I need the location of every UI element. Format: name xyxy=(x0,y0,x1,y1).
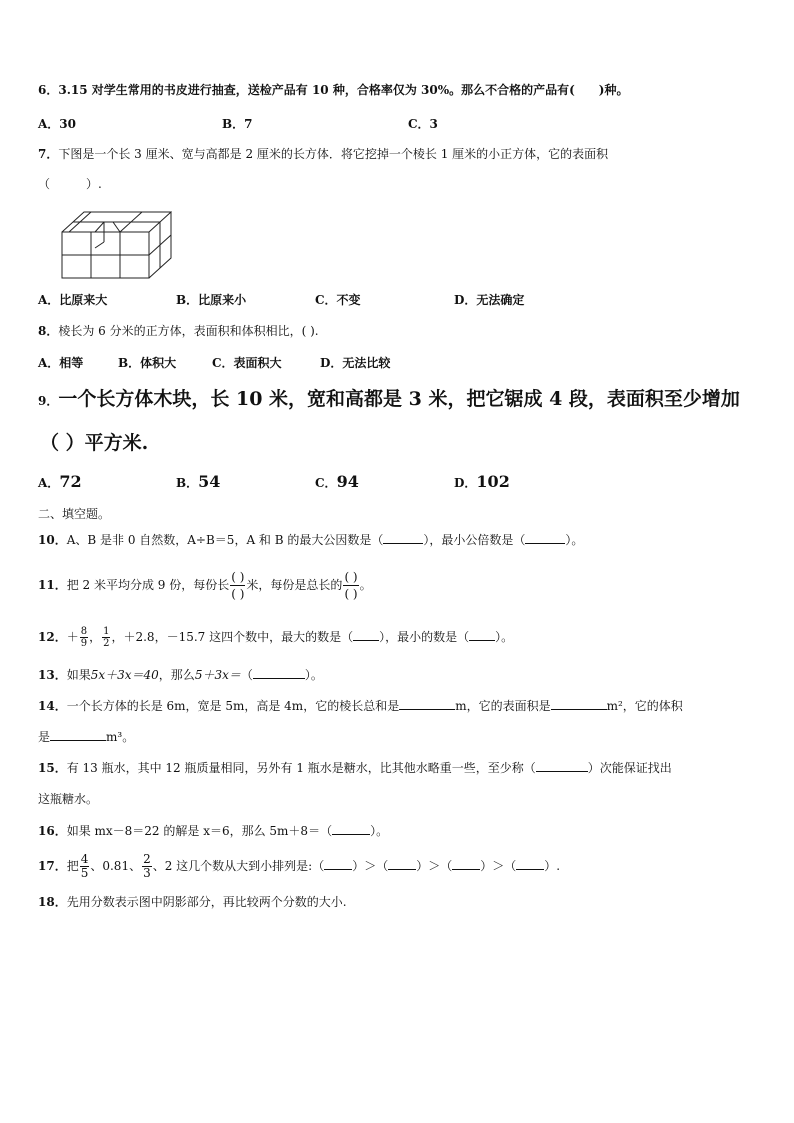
question-number: 11． xyxy=(38,578,67,592)
option-b[interactable]: B．54 xyxy=(176,472,221,491)
question-16: 16．如果 mx－8＝22 的解是 x＝6，那么 5m＋8＝（ ）。 xyxy=(38,824,389,838)
option-a[interactable]: A．比原来大 xyxy=(38,293,108,307)
question-text: 先用分数表示图中阴影部分，再比较两个分数的大小. xyxy=(66,895,347,909)
fraction: $\frac{8}{9}$ xyxy=(80,626,88,649)
fraction-blank[interactable]: $\frac{( )}{( )}$ xyxy=(344,570,358,601)
question-text: 一个长方体木块，长 10 米，宽和高都是 3 米，把它锯成 4 段，表面积至少增加 xyxy=(58,388,740,410)
question-number: 18． xyxy=(38,895,67,909)
answer-blank[interactable] xyxy=(536,759,588,772)
answer-blank[interactable] xyxy=(388,857,416,870)
question-7 xyxy=(38,146,608,162)
question-text: 棱长为 6 分米的正方体，表面积和体积相比，( ). xyxy=(58,324,319,338)
answer-blank[interactable] xyxy=(516,857,544,870)
option-a[interactable]: A．相等 xyxy=(38,356,84,370)
question-number: 7． xyxy=(38,147,59,161)
option-a[interactable]: A．30 xyxy=(38,117,77,131)
fraction: $\frac{1}{2}$ xyxy=(103,626,110,649)
question-text: 下图是一个长 3 厘米、宽与高都是 2 厘米的长方体．将它挖掉一个棱长 1 厘米的小正方体，它的表面积 xyxy=(58,147,609,161)
option-a[interactable]: A．72 xyxy=(38,472,82,491)
fraction: $\frac{4}{5}$ xyxy=(80,852,89,880)
answer-blank[interactable] xyxy=(353,628,379,641)
option-d[interactable]: D．无法比较 xyxy=(320,356,391,370)
option-b[interactable]: B．比原来小 xyxy=(176,293,247,307)
answer-blank[interactable] xyxy=(452,857,480,870)
answer-blank[interactable] xyxy=(253,666,305,679)
question-6 xyxy=(38,82,628,98)
question-18 xyxy=(38,894,347,910)
question-9 xyxy=(38,384,740,411)
question-number: 16． xyxy=(38,824,67,838)
answer-blank[interactable] xyxy=(525,531,565,544)
answer-blank[interactable] xyxy=(551,697,607,710)
question-15: 15．有 13 瓶水，其中 12 瓶质量相同，另外有 1 瓶水是糖水，比其他水略重一些，至少称（ ）次能保证找出 xyxy=(38,761,672,775)
question-7-answer-blank: （ ）. xyxy=(38,177,102,191)
option-d[interactable]: D．无法确定 xyxy=(454,293,525,307)
question-number: 10． xyxy=(38,533,67,547)
question-11: 11．把 2 米平均分成 9 份，每份长 $\frac{( )}{( )}$ 米，每份是总长的 $\frac{( )}{( )}$ 。 xyxy=(38,570,372,601)
question-9-answer-blank: （ ）平方米. xyxy=(40,432,149,454)
question-number: 8． xyxy=(38,324,59,338)
option-c[interactable]: C．94 xyxy=(315,472,359,491)
question-number: 13． xyxy=(38,668,67,682)
question-number: 6． xyxy=(38,83,59,97)
question-10: 10．A、B 是非 0 自然数，A÷B＝5，A 和 B 的最大公因数是（ ），最小公倍数是（ ）。 xyxy=(38,533,584,547)
section-title: 二、填空题。 xyxy=(38,507,111,521)
answer-blank[interactable] xyxy=(469,628,495,641)
question-number: 14． xyxy=(38,699,67,713)
option-c[interactable]: C．表面积大 xyxy=(212,356,282,370)
question-number: 9． xyxy=(38,394,59,408)
option-b[interactable]: B．体积大 xyxy=(118,356,177,370)
answer-blank[interactable] xyxy=(50,728,106,741)
question-12: 12．＋ $\frac{8}{9}$ ， $\frac{1}{2}$ ，＋2.8，－15.7 这四个数中，最大的数是（ ），最小的数是（ ）。 xyxy=(38,626,514,649)
question-number: 12． xyxy=(38,630,67,644)
question-14-line2: 是 m³。 xyxy=(38,730,135,744)
equation: 5＋3x＝ xyxy=(194,668,241,682)
answer-blank[interactable] xyxy=(383,531,423,544)
answer-blank[interactable] xyxy=(399,697,455,710)
question-14: 14．一个长方体的长是 6m，宽是 5m，高是 4m，它的棱长总和是 m，它的表面积是 m²，它的体积 xyxy=(38,699,683,713)
question-15-line2: 这瓶糖水。 xyxy=(38,792,99,806)
fraction-blank[interactable]: $\frac{( )}{( )}$ xyxy=(231,570,245,601)
option-b[interactable]: B．7 xyxy=(222,117,253,131)
option-d[interactable]: D．102 xyxy=(454,472,510,491)
answer-blank[interactable] xyxy=(332,822,370,835)
answer-blank[interactable] xyxy=(324,857,352,870)
question-number: 17． xyxy=(38,859,67,873)
cuboid-figure xyxy=(60,208,172,280)
question-number: 15． xyxy=(38,761,67,775)
option-c[interactable]: C．3 xyxy=(408,117,438,131)
question-13: 13．如果5x＋3x＝40，那么5＋3x＝（ ）。 xyxy=(38,668,323,682)
option-c[interactable]: C．不变 xyxy=(315,293,361,307)
question-8 xyxy=(38,323,319,339)
fraction: $\frac{2}{3}$ xyxy=(143,852,151,880)
question-text: 3.15 对学生常用的书皮进行抽查，送检产品有 10 种，合格率仅为 30%。那么不合格的产品有( )种。 xyxy=(58,83,629,97)
equation: 5x＋3x＝40 xyxy=(90,668,159,682)
question-17: 17．把 $\frac{4}{5}$ 、0.81、 $\frac{2}{3}$ 、2 这几个数从大到小排列是:（ ）＞（ ）＞（ ）＞（ ）. xyxy=(38,852,561,880)
